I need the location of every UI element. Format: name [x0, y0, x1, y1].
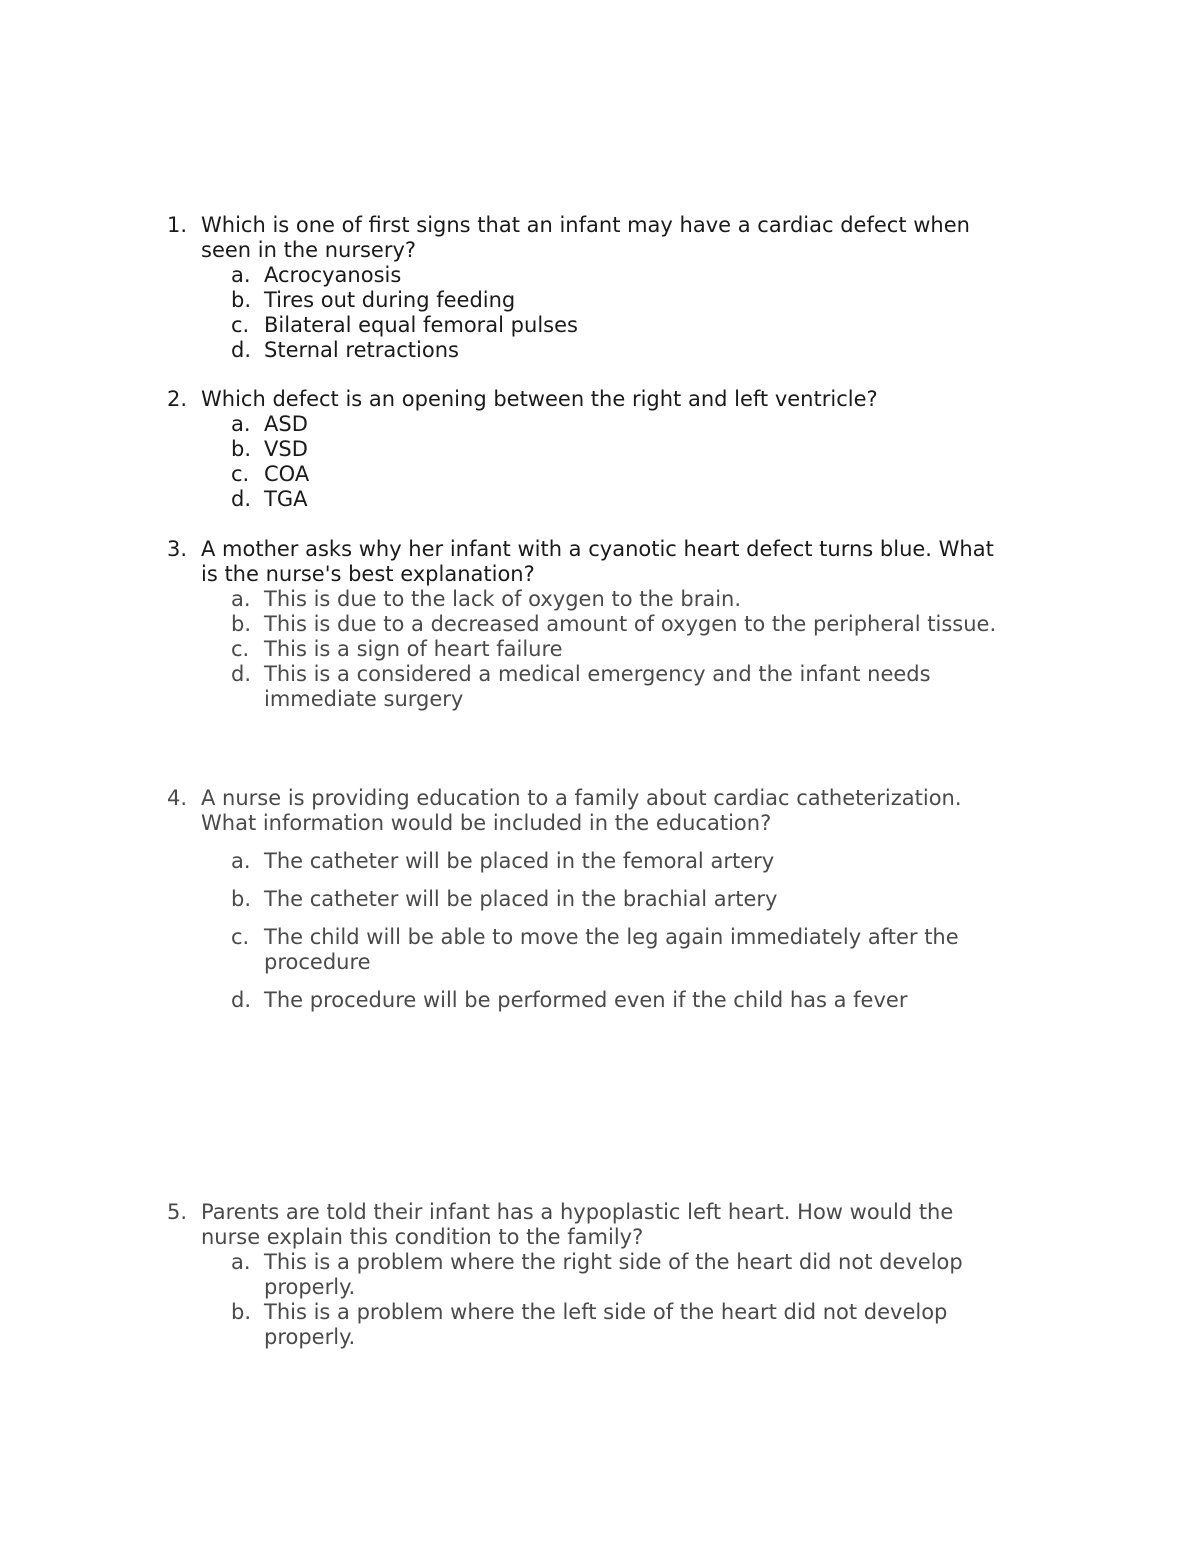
answer-option: [231, 313, 997, 338]
question-text: A mother asks why her infant with a cyanotic heart defect turns blue. What is the nurse's best explanation?: [201, 537, 994, 586]
question-number: 3.: [167, 537, 188, 561]
option-text: ASD: [264, 412, 308, 436]
option-text: This is a problem where the right side of the heart did not develop properly.: [264, 1250, 963, 1299]
question-text: Which is one of first signs that an infant may have a cardiac defect when seen in the nursery?: [201, 213, 970, 262]
option-letter: d.: [231, 487, 252, 511]
answer-option: [231, 288, 997, 313]
question-stem: [167, 387, 997, 412]
option-text: This is a problem where the left side of the heart did not develop properly.: [264, 1300, 948, 1349]
option-text: TGA: [264, 487, 308, 511]
answer-option: [231, 263, 997, 288]
option-letter: a.: [231, 587, 251, 611]
option-text: This is a considered a medical emergency and the infant needs immediate surgery: [264, 662, 931, 711]
option-letter: d.: [231, 338, 252, 362]
question-stem: [167, 213, 997, 263]
answer-option: [231, 887, 997, 912]
answer-option: [231, 612, 997, 637]
option-letter: d.: [231, 662, 252, 686]
option-letter: c.: [231, 637, 250, 661]
option-text: Tires out during feeding: [264, 288, 516, 312]
answer-options: [231, 587, 997, 712]
option-text: The catheter will be placed in the brachial artery: [264, 887, 778, 911]
question-3: [167, 537, 997, 712]
answer-options: [231, 412, 997, 512]
answer-option: [231, 662, 997, 712]
option-text: This is a sign of heart failure: [264, 637, 563, 661]
answer-option: [231, 988, 997, 1013]
question-number: 2.: [167, 387, 188, 411]
answer-option: [231, 462, 997, 487]
option-text: This is due to the lack of oxygen to the brain.: [264, 587, 742, 611]
answer-option: [231, 437, 997, 462]
option-text: VSD: [264, 437, 308, 461]
answer-option: [231, 412, 997, 437]
question-text: Which defect is an opening between the right and left ventricle?: [201, 387, 878, 411]
option-letter: c.: [231, 313, 250, 337]
option-letter: b.: [231, 288, 252, 312]
question-2: [167, 387, 997, 512]
question-stem: [167, 1200, 997, 1250]
answer-options: [231, 849, 997, 1013]
answer-option: [231, 849, 997, 874]
option-text: The catheter will be placed in the femoral artery: [264, 849, 775, 873]
question-1: [167, 213, 997, 363]
option-letter: a.: [231, 849, 251, 873]
option-text: Acrocyanosis: [264, 263, 402, 287]
option-letter: b.: [231, 612, 252, 636]
option-letter: a.: [231, 263, 251, 287]
option-text: COA: [264, 462, 310, 486]
question-text: Parents are told their infant has a hypoplastic left heart. How would the nurse explain this condition to the family?: [201, 1200, 954, 1249]
answer-option: [231, 587, 997, 612]
question-number: 5.: [167, 1200, 188, 1224]
option-text: Sternal retractions: [264, 338, 459, 362]
answer-option: [231, 487, 997, 512]
answer-option: [231, 925, 997, 975]
option-letter: c.: [231, 462, 250, 486]
question-stem: [167, 537, 997, 587]
option-letter: a.: [231, 1250, 251, 1274]
answer-option: [231, 637, 997, 662]
option-letter: b.: [231, 887, 252, 911]
question-5: [167, 1200, 997, 1350]
option-letter: b.: [231, 1300, 252, 1324]
option-letter: d.: [231, 988, 252, 1012]
option-text: The child will be able to move the leg again immediately after the procedure: [264, 925, 959, 974]
option-text: This is due to a decreased amount of oxygen to the peripheral tissue.: [264, 612, 997, 636]
option-text: The procedure will be performed even if the child has a fever: [264, 988, 908, 1012]
answer-options: [231, 263, 997, 363]
option-text: Bilateral equal femoral pulses: [264, 313, 578, 337]
answer-option: [231, 1300, 997, 1350]
answer-option: [231, 338, 997, 363]
option-letter: b.: [231, 437, 252, 461]
question-number: 4.: [167, 786, 188, 810]
question-4: [167, 786, 997, 1013]
question-number: 1.: [167, 213, 188, 237]
option-letter: c.: [231, 925, 250, 949]
answer-options: [231, 1250, 997, 1350]
question-stem: [167, 786, 997, 836]
answer-option: [231, 1250, 997, 1300]
question-text: A nurse is providing education to a family about cardiac catheterization. What information would be included in the education?: [201, 786, 962, 835]
option-letter: a.: [231, 412, 251, 436]
